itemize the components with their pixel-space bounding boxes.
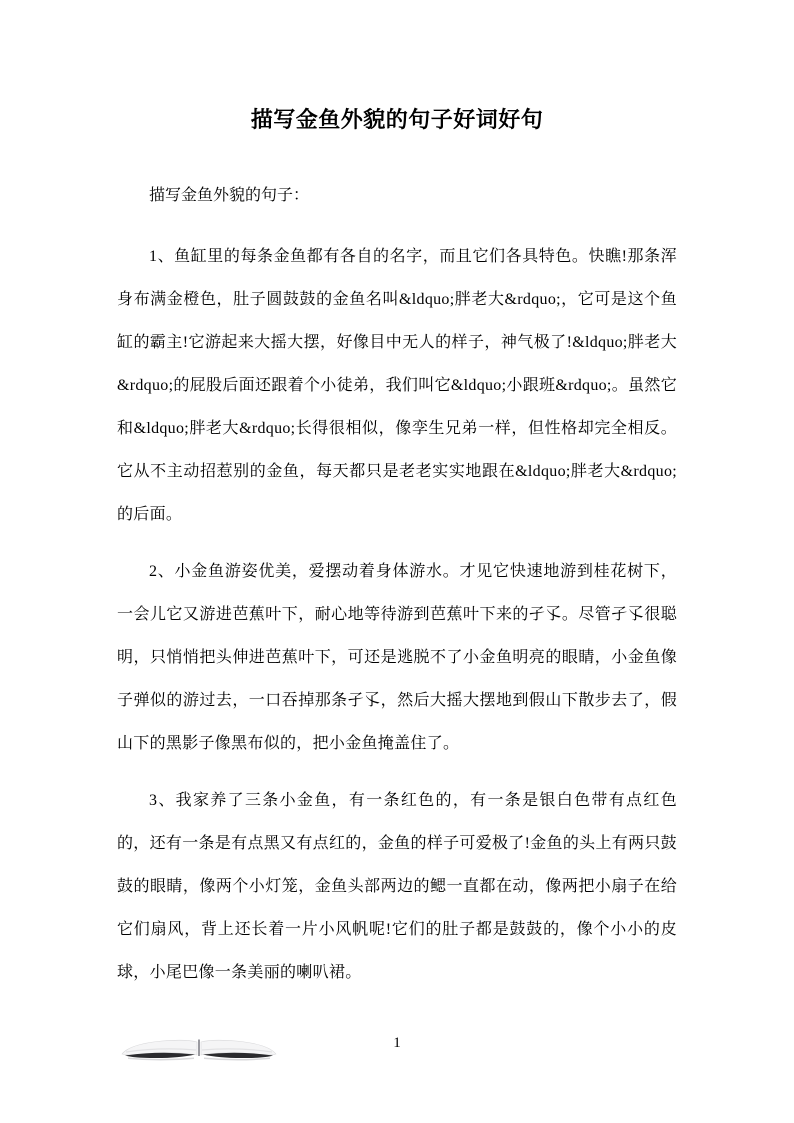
page-number: 1: [393, 1035, 401, 1051]
paragraph-1: 1、鱼缸里的每条金鱼都有各自的名字，而且它们各具特色。快瞧!那条浑身布满金橙色，肚子圆鼓鼓的金鱼名叫&ldquo;胖老大&rdquo;，它可是这个鱼缸的霸主!它游起来大摇大摆，好像目中无人的样子，神气极了!&ldquo;胖老大&rdquo;的屁股后面还跟着个小徒弟，我们叫它&ldquo;小跟班&rdquo;。虽然它和&ldquo;胖老大&rdquo;长得很相似，像孪生兄弟一样，但性格却完全相反。它从不主动招惹别的金鱼，每天都只是老老实实地跟在&ldquo;胖老大&rdquo;的后面。: [117, 248, 677, 523]
page-footer: [0, 1030, 794, 1090]
paragraph-3: 3、我家养了三条小金鱼，有一条红色的，有一条是银白色带有点红色的，还有一条是有点黑又有点红的，金鱼的样子可爱极了!金鱼的头上有两只鼓鼓的眼睛，像两个小灯笼，金鱼头部两边的鳃一直都在动，像两把小扇子在给它们扇风，背上还长着一片小风帆呢!它们的肚子都是鼓鼓的，像个小小的皮球，小尾巴像一条美丽的喇叭裙。: [117, 792, 677, 981]
intro-line: 描写金鱼外貌的句子：: [149, 187, 310, 204]
document-title: 描写金鱼外貌的句子好词好句: [250, 107, 544, 132]
paragraph-2: 2、小金鱼游姿优美，爱摆动着身体游水。才见它快速地游到桂花树下，一会儿它又游进芭蕉叶下，耐心地等待游到芭蕉叶下来的孑孓。尽管孑孓很聪明，只悄悄把头伸进芭蕉叶下，可还是逃脱不了小金鱼明亮的眼睛，小金鱼像子弹似的游过去，一口吞掉那条孑孓，然后大摇大摆地到假山下散步去了，假山下的黑影子像黑布似的，把小金鱼掩盖住了。: [117, 563, 677, 752]
